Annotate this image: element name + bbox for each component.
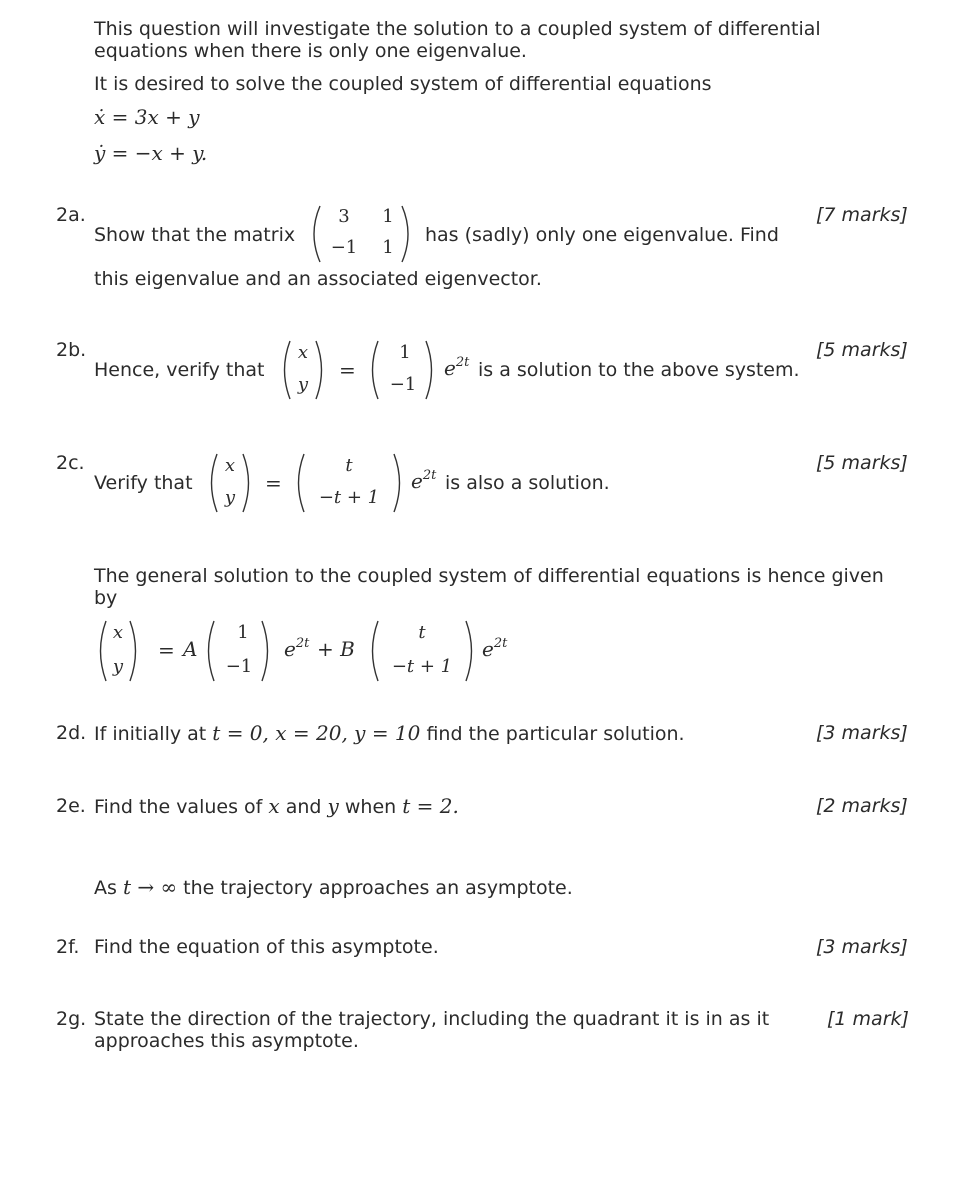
q2a-text-before: Show that the matrix [94,224,296,246]
q2d-line [94,722,685,745]
lhs-y: y [297,374,309,395]
q2b-text-after: is a solution to the above system. [478,359,800,381]
q2e-line [94,795,459,818]
marks-2g: [1 mark] [827,1008,909,1030]
lhs-y: y [224,487,236,508]
matrix-cell-21: −1 [330,237,358,258]
q2f-text: Find the equation of this asymptote. [94,936,439,958]
asymptote-condition: t → ∞ [122,875,178,899]
lhs-x: x [112,622,124,643]
exponential-a: $e^{2t}$ [284,636,310,661]
coefficient-a: A [183,637,198,661]
exponential: $e^{2t}$ [411,468,437,493]
vector-b-top: t [418,622,426,643]
rhs-top: 1 [399,342,411,363]
q2e-text-before: Find the values of [94,796,263,818]
q2a-matrix [306,203,416,265]
general-line-2: by [94,587,118,609]
equals-sign: = [158,638,175,662]
exponential-b: $e^{2t}$ [482,636,508,661]
marks-2d: [3 marks] [816,722,908,744]
q2b-rhs-vector [366,338,438,402]
exponent-b: 2t [493,636,508,651]
rhs-bottom: −1 [389,374,417,395]
marks-2c: [5 marks] [816,452,908,474]
q2c-text-before: Verify that [94,472,193,494]
marks-2a: [7 marks] [816,204,908,226]
q2d-text-before: If initially at [94,723,207,745]
rhs-bottom: −t + 1 [318,487,380,508]
q2b-lhs-vector [278,338,328,402]
equals-sign: = [265,471,282,495]
q2e-and: and [285,796,322,818]
asymptote-note [94,876,573,899]
vector-a-top: 1 [237,622,249,643]
vector-a-bottom: −1 [225,656,253,677]
matrix-cell-12: 1 [382,206,394,227]
asymptote-text-before: As [94,877,117,899]
question-number-2g: 2g. [56,1008,87,1030]
exponent: 2t [422,468,437,483]
matrix-cell-22: 1 [382,237,394,258]
q2d-condition: t = 0, x = 20, y = 10 [212,721,421,745]
intro-line-1: This question will investigate the solution to a coupled system of differential [94,18,821,40]
general-vector-b [366,618,478,684]
marks-2f: [3 marks] [816,936,908,958]
q2b-text-before: Hence, verify that [94,359,265,381]
q2e-when: when [344,796,397,818]
matrix-cell-11: 3 [338,206,350,227]
exponent-a: 2t [295,636,310,651]
question-number-2c: 2c. [56,452,85,474]
exponential: $e^{2t}$ [444,355,470,380]
question-number-2d: 2d. [56,722,87,744]
marks-2b: [5 marks] [816,339,908,361]
q2a-text-after: has (sadly) only one eigenvalue. Find [425,224,779,246]
q2c-lhs-vector [205,451,255,515]
q2e-condition: t = 2. [402,794,459,818]
equals-sign: = [339,358,356,382]
equation-x-dot: ẋ = 3x + y [94,105,200,129]
q2g-line-1: State the direction of the trajectory, including the quadrant it is in as it [94,1008,770,1030]
marks-2e: [2 marks] [816,795,908,817]
intro-line-2: equations when there is only one eigenvalue. [94,40,527,62]
question-number-2e: 2e. [56,795,86,817]
q2g-line-2: approaches this asymptote. [94,1030,359,1052]
asymptote-text-after: the trajectory approaches an asymptote. [183,877,573,899]
q2c-rhs-vector [292,451,406,515]
question-number-2f: 2f. [56,936,80,958]
q2a-line-2: this eigenvalue and an associated eigenvector. [94,268,542,290]
question-number-2b: 2b. [56,339,87,361]
general-line-1: The general solution to the coupled system of differential equations is hence given [94,565,884,587]
q2e-var-y: y [327,794,339,818]
general-vector-a [202,618,274,684]
general-lhs-vector [94,618,142,684]
intro-line-3: It is desired to solve the coupled system of differential equations [94,73,712,95]
vector-b-bottom: −t + 1 [391,656,453,677]
plus-coefficient-b: + B [317,637,355,661]
q2e-var-x: x [268,794,280,818]
q2c-text-after: is also a solution. [445,472,610,494]
q2d-text-after: find the particular solution. [426,723,685,745]
question-number-2a: 2a. [56,204,86,226]
rhs-top: t [345,455,353,476]
exponent: 2t [455,355,470,370]
lhs-y: y [112,656,124,677]
lhs-x: x [224,455,236,476]
lhs-x: x [297,342,309,363]
equation-y-dot: ẏ = −x + y. [94,141,208,165]
